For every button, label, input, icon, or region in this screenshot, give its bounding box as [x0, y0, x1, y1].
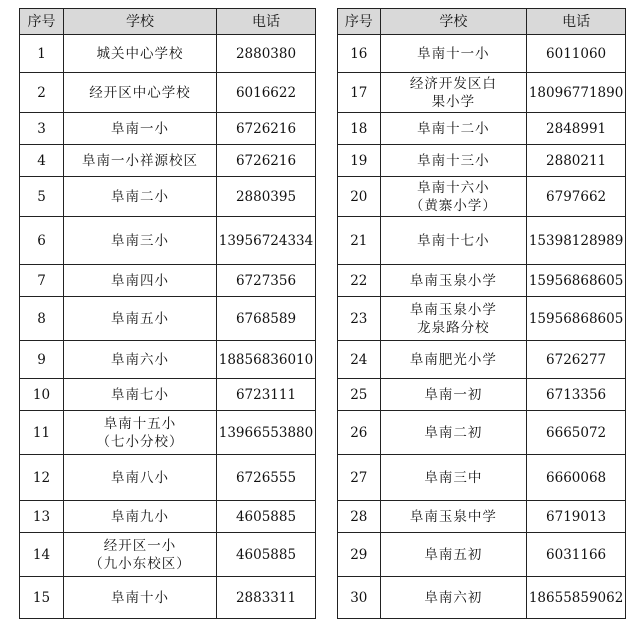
table-row: [338, 455, 626, 501]
phone-number: 2880211: [527, 145, 626, 177]
row-number: 6: [20, 217, 64, 265]
phone-number: 6726555: [217, 455, 316, 501]
school-name: 阜南十一小: [380, 35, 527, 73]
row-number: 10: [20, 379, 64, 411]
school-table-right: [337, 8, 626, 619]
phone-number: 13966553880: [217, 411, 316, 455]
phone-number: 4605885: [217, 501, 316, 533]
phone-number: 6011060: [527, 35, 626, 73]
school-name: 经济开发区白 果小学: [380, 73, 527, 113]
phone-number: 18655859062: [527, 577, 626, 619]
phone-number: 15956868605: [527, 265, 626, 297]
phone-number: 13956724334: [217, 217, 316, 265]
table-row: [20, 145, 316, 177]
phone-number: 6719013: [527, 501, 626, 533]
school-name: 阜南十五小 （七小分校）: [64, 411, 217, 455]
row-number: 25: [338, 379, 381, 411]
phone-number: 6713356: [527, 379, 626, 411]
table-row: [20, 113, 316, 145]
phone-number: 6768589: [217, 297, 316, 341]
row-number: 3: [20, 113, 64, 145]
phone-number: 15956868605: [527, 297, 626, 341]
phone-number: 2880380: [217, 35, 316, 73]
row-number: 4: [20, 145, 64, 177]
school-name: 阜南一初: [380, 379, 527, 411]
left-table-body: [20, 35, 316, 619]
row-number: 9: [20, 341, 64, 379]
phone-number: 6660068: [527, 455, 626, 501]
table-row: [338, 113, 626, 145]
table-row: [20, 297, 316, 341]
table-row: [338, 265, 626, 297]
school-name: 阜南八小: [64, 455, 217, 501]
school-name: 阜南一小祥源校区: [64, 145, 217, 177]
school-name: 阜南五小: [64, 297, 217, 341]
table-row: [338, 379, 626, 411]
school-name: 城关中心学校: [64, 35, 217, 73]
phone-number: 2883311: [217, 577, 316, 619]
header-school: 学校: [64, 9, 217, 35]
phone-number: 6726216: [217, 113, 316, 145]
row-number: 24: [338, 341, 381, 379]
right-table-body: [338, 35, 626, 619]
school-name: 阜南七小: [64, 379, 217, 411]
table-row: [20, 35, 316, 73]
school-name: 阜南十小: [64, 577, 217, 619]
header-row: [20, 9, 316, 35]
row-number: 23: [338, 297, 381, 341]
table-row: [20, 455, 316, 501]
row-number: 14: [20, 533, 64, 577]
table-row: [338, 35, 626, 73]
table-row: [20, 265, 316, 297]
school-table-left: [19, 8, 316, 619]
phone-number: 4605885: [217, 533, 316, 577]
phone-number: 15398128989: [527, 217, 626, 265]
phone-number: 6727356: [217, 265, 316, 297]
school-name: 阜南肥光小学: [380, 341, 527, 379]
row-number: 18: [338, 113, 381, 145]
row-number: 12: [20, 455, 64, 501]
phone-number: 2848991: [527, 113, 626, 145]
row-number: 26: [338, 411, 381, 455]
table-row: [20, 177, 316, 217]
row-number: 19: [338, 145, 381, 177]
row-number: 5: [20, 177, 64, 217]
phone-number: 18096771890: [527, 73, 626, 113]
row-number: 7: [20, 265, 64, 297]
row-number: 20: [338, 177, 381, 217]
school-name: 阜南十二小: [380, 113, 527, 145]
school-name: 阜南玉泉中学: [380, 501, 527, 533]
phone-number: 18856836010: [217, 341, 316, 379]
school-name: 阜南九小: [64, 501, 217, 533]
school-name: 阜南六初: [380, 577, 527, 619]
table-row: [20, 73, 316, 113]
row-number: 16: [338, 35, 381, 73]
row-number: 28: [338, 501, 381, 533]
header-row: [338, 9, 626, 35]
phone-number: 6797662: [527, 177, 626, 217]
school-name: 阜南三中: [380, 455, 527, 501]
row-number: 13: [20, 501, 64, 533]
table-row: [20, 533, 316, 577]
school-name: 阜南玉泉小学 龙泉路分校: [380, 297, 527, 341]
table-row: [20, 577, 316, 619]
table-row: [20, 341, 316, 379]
school-name: 阜南十三小: [380, 145, 527, 177]
row-number: 2: [20, 73, 64, 113]
school-name: 阜南六小: [64, 341, 217, 379]
school-name: 阜南二小: [64, 177, 217, 217]
school-name: 阜南三小: [64, 217, 217, 265]
school-name: 阜南十七小: [380, 217, 527, 265]
school-name: 经开区中心学校: [64, 73, 217, 113]
header-no: 序号: [338, 9, 381, 35]
header-phone: 电话: [217, 9, 316, 35]
phone-number: 2880395: [217, 177, 316, 217]
table-row: [338, 177, 626, 217]
school-name: 阜南二初: [380, 411, 527, 455]
school-name: 阜南四小: [64, 265, 217, 297]
phone-number: 6726216: [217, 145, 316, 177]
row-number: 15: [20, 577, 64, 619]
school-name: 阜南五初: [380, 533, 527, 577]
table-row: [20, 501, 316, 533]
table-row: [338, 577, 626, 619]
row-number: 29: [338, 533, 381, 577]
row-number: 8: [20, 297, 64, 341]
table-row: [20, 379, 316, 411]
phone-number: 6726277: [527, 341, 626, 379]
header-phone: 电话: [527, 9, 626, 35]
table-row: [338, 533, 626, 577]
row-number: 17: [338, 73, 381, 113]
school-name: 经开区一小 （九小东校区）: [64, 533, 217, 577]
school-name: 阜南十六小 （黄寨小学）: [380, 177, 527, 217]
phone-number: 6016622: [217, 73, 316, 113]
table-row: [338, 145, 626, 177]
table-row: [20, 411, 316, 455]
row-number: 27: [338, 455, 381, 501]
phone-number: 6031166: [527, 533, 626, 577]
table-row: [338, 501, 626, 533]
header-no: 序号: [20, 9, 64, 35]
table-row: [20, 217, 316, 265]
school-name: 阜南玉泉小学: [380, 265, 527, 297]
row-number: 30: [338, 577, 381, 619]
school-name: 阜南一小: [64, 113, 217, 145]
header-school: 学校: [380, 9, 527, 35]
table-row: [338, 341, 626, 379]
row-number: 22: [338, 265, 381, 297]
row-number: 1: [20, 35, 64, 73]
table-row: [338, 217, 626, 265]
phone-number: 6723111: [217, 379, 316, 411]
phone-number: 6665072: [527, 411, 626, 455]
row-number: 11: [20, 411, 64, 455]
table-row: [338, 411, 626, 455]
table-row: [338, 297, 626, 341]
table-row: [338, 73, 626, 113]
row-number: 21: [338, 217, 381, 265]
